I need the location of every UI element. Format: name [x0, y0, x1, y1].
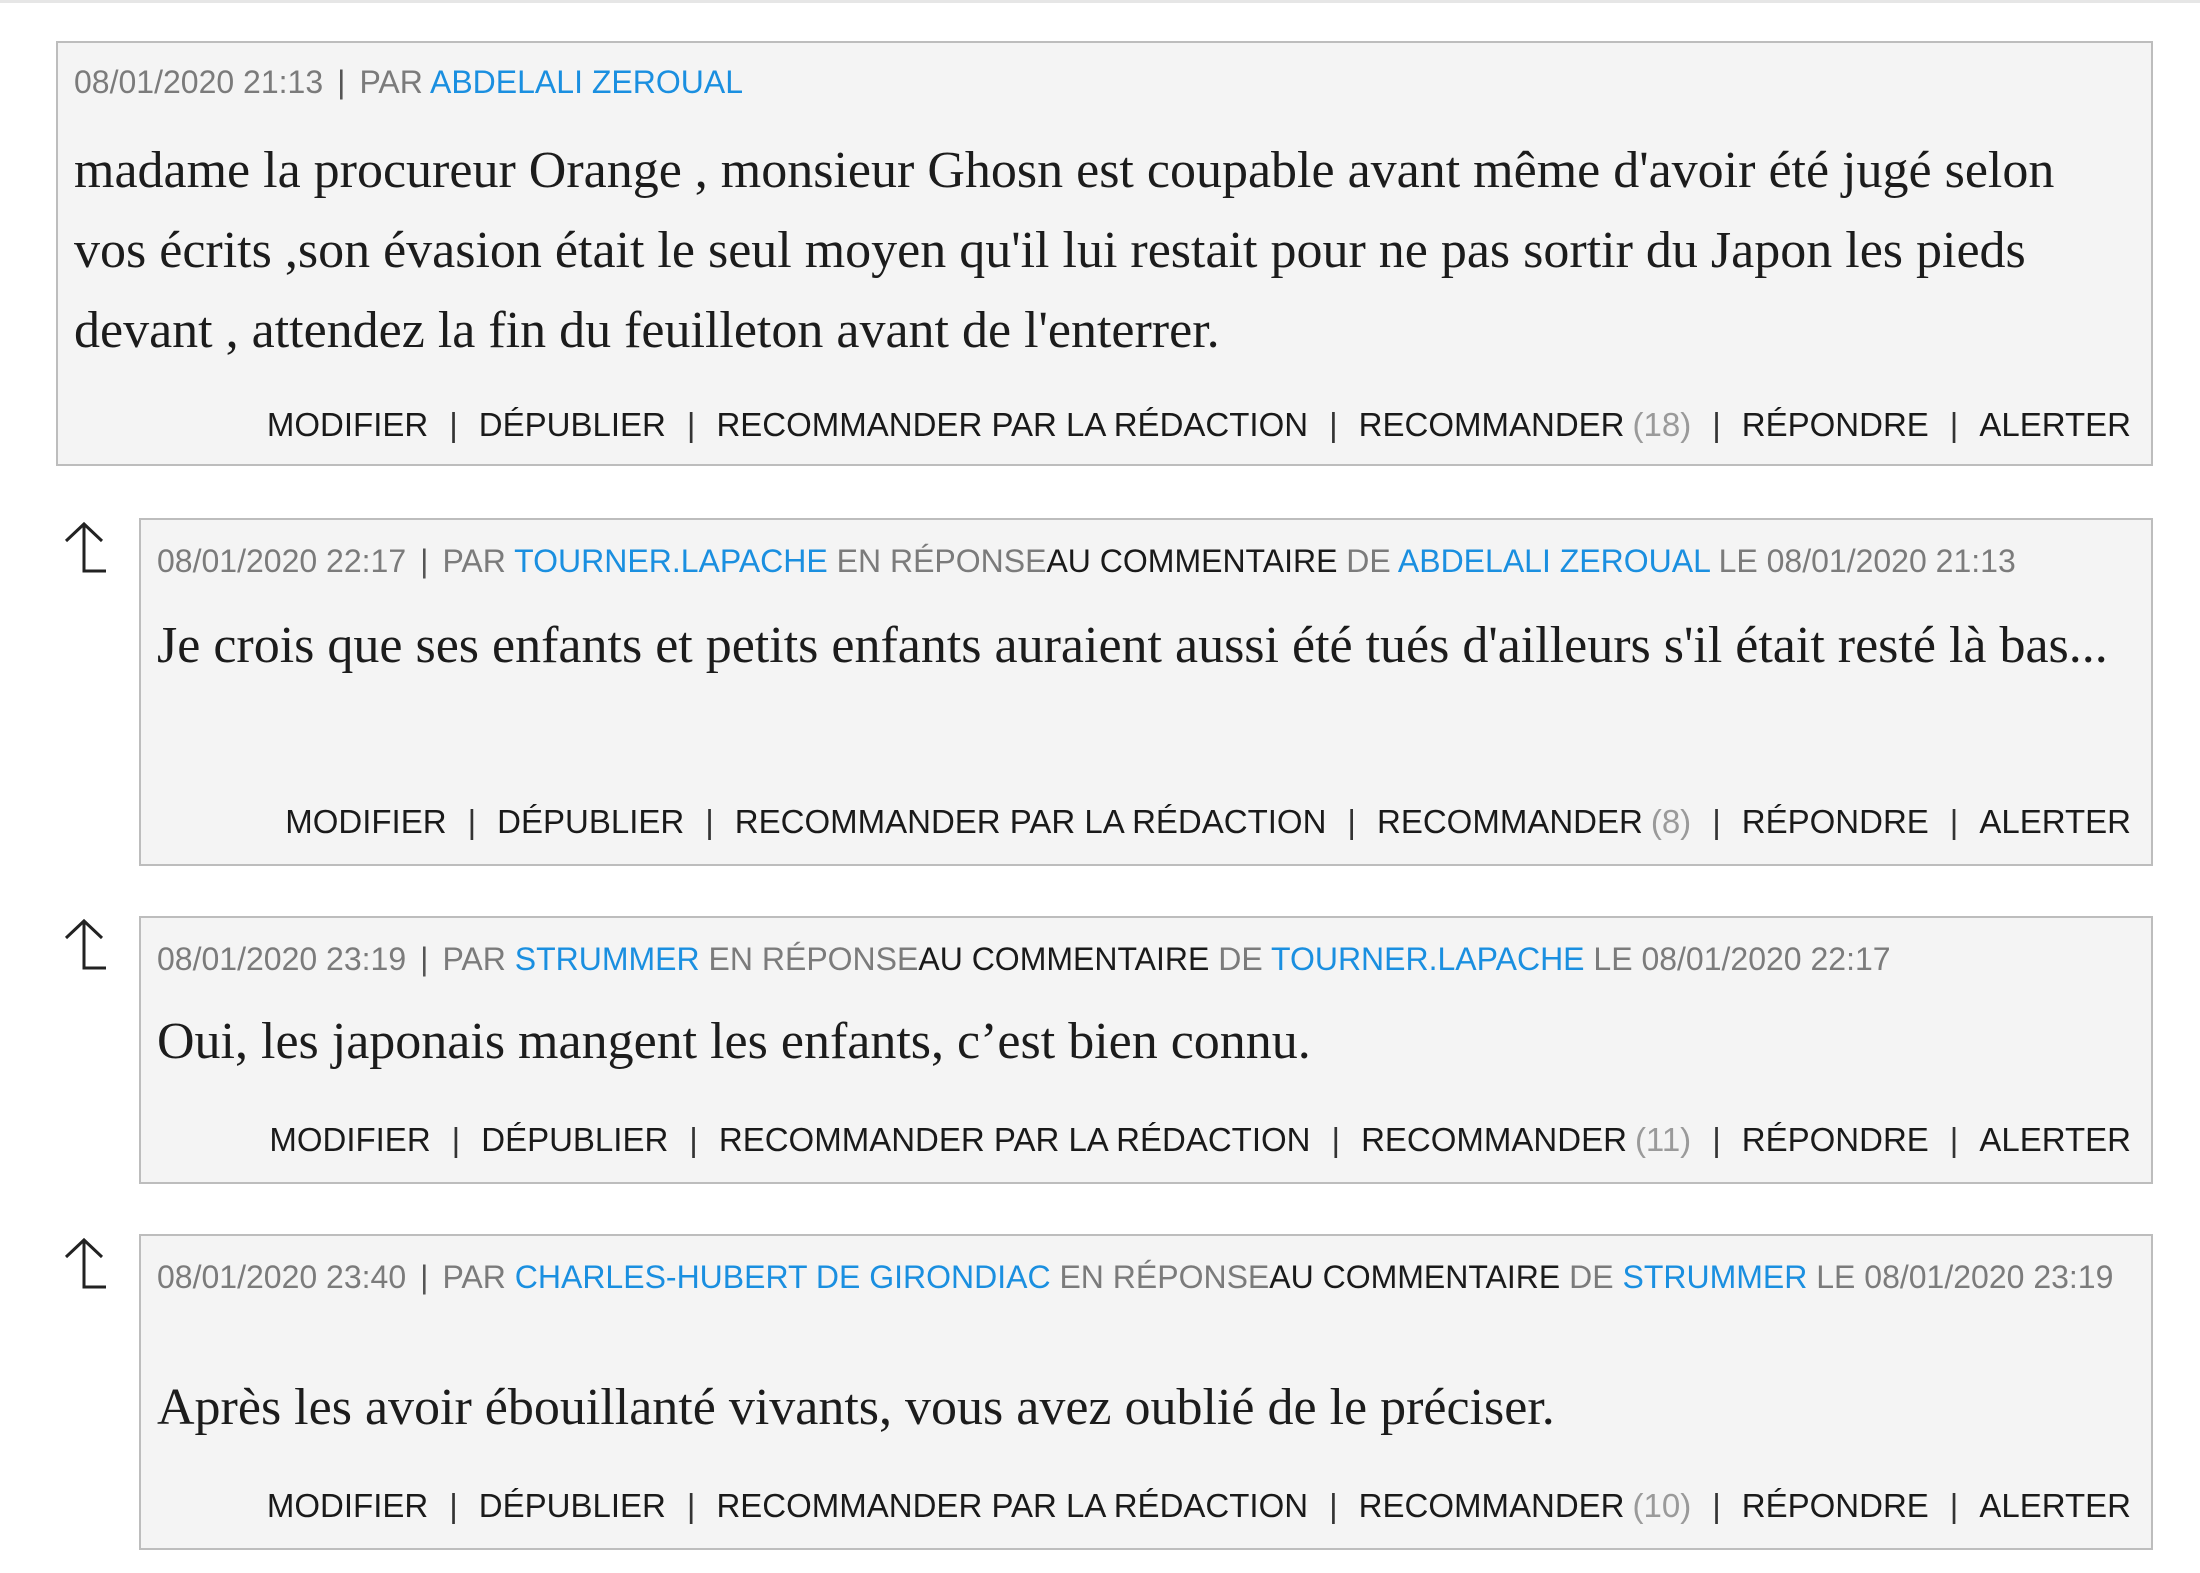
recommend-link[interactable]	[1359, 1484, 1692, 1528]
by-label: PAR	[359, 64, 423, 100]
comment-meta	[157, 936, 2135, 982]
comment-card	[56, 41, 2153, 466]
by-label: PAR	[442, 543, 506, 579]
action-separator: |	[1712, 406, 1721, 443]
action-separator: |	[467, 803, 477, 840]
top-divider	[0, 0, 2200, 3]
modify-link[interactable]: MODIFIER	[269, 1121, 431, 1158]
comment-meta	[157, 1254, 2135, 1300]
of-label: DE	[1218, 941, 1263, 977]
alert-link[interactable]: ALERTER	[1979, 406, 2131, 443]
reply-link[interactable]: RÉPONDRE	[1741, 803, 1929, 840]
meta-separator: |	[420, 543, 429, 579]
action-separator: |	[1329, 406, 1338, 443]
comment-date: 08/01/2020 23:19	[157, 941, 407, 977]
action-separator: |	[451, 1121, 461, 1158]
comment-actions	[269, 1118, 2131, 1162]
comment-actions	[267, 403, 2131, 447]
action-separator: |	[1949, 1487, 1959, 1524]
on-label: LE	[1816, 1259, 1856, 1295]
by-label: PAR	[442, 1259, 506, 1295]
comment-text: Après les avoir ébouillanté vivants, vous avez oublié de le préciser.	[157, 1379, 1555, 1436]
recommend-count: (18)	[1632, 406, 1692, 443]
modify-link[interactable]: MODIFIER	[266, 406, 429, 443]
action-separator: |	[1712, 803, 1721, 840]
editorial-recommend-link[interactable]: RECOMMANDER PAR LA RÉDACTION	[734, 803, 1327, 840]
parent-author-link[interactable]: ABDELALI ZEROUAL	[1397, 543, 1710, 579]
reply-to-link[interactable]: AU COMMENTAIRE	[1269, 1259, 1561, 1295]
reply-to-link[interactable]: AU COMMENTAIRE	[918, 941, 1210, 977]
meta-separator: |	[337, 64, 346, 100]
action-separator: |	[689, 1121, 698, 1158]
parent-date: 08/01/2020 22:17	[1641, 941, 1891, 977]
of-label: DE	[1569, 1259, 1614, 1295]
reply-arrow-icon	[62, 521, 106, 577]
action-separator: |	[1949, 406, 1959, 443]
by-label: PAR	[442, 941, 506, 977]
recommend-link[interactable]	[1361, 1118, 1691, 1162]
parent-author-link[interactable]: STRUMMER	[1622, 1259, 1808, 1295]
action-separator: |	[1331, 1121, 1341, 1158]
reply-arrow-icon	[62, 1237, 106, 1293]
recommend-link[interactable]	[1377, 800, 1691, 844]
meta-separator: |	[420, 1259, 429, 1295]
action-separator: |	[686, 406, 696, 443]
reply-arrow-icon	[62, 918, 106, 974]
editorial-recommend-link[interactable]: RECOMMANDER PAR LA RÉDACTION	[716, 406, 1309, 443]
recommend-link[interactable]	[1359, 403, 1692, 447]
action-separator: |	[1347, 803, 1356, 840]
action-separator: |	[449, 1487, 458, 1524]
author-link[interactable]: STRUMMER	[514, 941, 700, 977]
recommend-label: RECOMMANDER	[1361, 1121, 1627, 1158]
comment-date: 08/01/2020 21:13	[74, 64, 324, 100]
comment-meta	[157, 538, 2135, 584]
unpublish-link[interactable]: DÉPUBLIER	[497, 803, 685, 840]
recommend-count: (10)	[1632, 1487, 1692, 1524]
alert-link[interactable]: ALERTER	[1979, 803, 2131, 840]
reply-label: EN RÉPONSE	[708, 941, 919, 977]
parent-date: 08/01/2020 23:19	[1864, 1259, 2114, 1295]
modify-link[interactable]: MODIFIER	[285, 803, 447, 840]
on-label: LE	[1593, 941, 1633, 977]
action-separator: |	[1949, 803, 1959, 840]
comment-card	[139, 518, 2153, 866]
comment-date: 08/01/2020 23:40	[157, 1259, 407, 1295]
alert-link[interactable]: ALERTER	[1979, 1121, 2131, 1158]
meta-separator: |	[420, 941, 429, 977]
alert-link[interactable]: ALERTER	[1979, 1487, 2131, 1524]
unpublish-link[interactable]: DÉPUBLIER	[478, 406, 666, 443]
action-separator: |	[1329, 1487, 1338, 1524]
comment-card	[139, 916, 2153, 1184]
author-link[interactable]: CHARLES-HUBERT DE GIRONDIAC	[514, 1259, 1051, 1295]
parent-date: 08/01/2020 21:13	[1766, 543, 2016, 579]
recommend-label: RECOMMANDER	[1377, 803, 1643, 840]
comment-text: madame la procureur Orange , monsieur Ghosn est coupable avant même d'avoir été jugé selon vos écrits ,son évasion était le seul moyen qu'il lui restait pour ne pas sortir du Japon les pieds devant , attendez la fin du feuilleton avant de l'enterrer.	[74, 142, 2055, 359]
comment-text: Je crois que ses enfants et petits enfants auraient aussi été tués d'ailleurs s'il était resté là bas...	[157, 617, 2108, 674]
reply-label: EN RÉPONSE	[1059, 1259, 1270, 1295]
action-separator: |	[1712, 1121, 1721, 1158]
of-label: DE	[1346, 543, 1391, 579]
reply-link[interactable]: RÉPONDRE	[1741, 406, 1929, 443]
reply-link[interactable]: RÉPONDRE	[1741, 1121, 1929, 1158]
action-separator: |	[686, 1487, 696, 1524]
author-link[interactable]: TOURNER.LAPACHE	[514, 543, 828, 579]
on-label: LE	[1718, 543, 1758, 579]
parent-author-link[interactable]: TOURNER.LAPACHE	[1270, 941, 1585, 977]
action-separator: |	[449, 406, 458, 443]
action-separator: |	[1712, 1487, 1721, 1524]
unpublish-link[interactable]: DÉPUBLIER	[481, 1121, 669, 1158]
comment-date: 08/01/2020 22:17	[157, 543, 407, 579]
comment-text: Oui, les japonais mangent les enfants, c’est bien connu.	[157, 1013, 1311, 1070]
reply-link[interactable]: RÉPONDRE	[1741, 1487, 1929, 1524]
comment-actions	[267, 1484, 2131, 1528]
recommend-count: (8)	[1650, 803, 1692, 840]
comment-meta	[74, 59, 2135, 105]
recommend-label: RECOMMANDER	[1358, 1487, 1625, 1524]
action-separator: |	[1949, 1121, 1959, 1158]
reply-to-link[interactable]: AU COMMENTAIRE	[1046, 543, 1338, 579]
author-link[interactable]: ABDELALI ZEROUAL	[429, 64, 743, 100]
recommend-label: RECOMMANDER	[1358, 406, 1625, 443]
action-separator: |	[705, 803, 714, 840]
unpublish-link[interactable]: DÉPUBLIER	[478, 1487, 666, 1524]
editorial-recommend-link[interactable]: RECOMMANDER PAR LA RÉDACTION	[718, 1121, 1311, 1158]
comment-card	[139, 1234, 2153, 1550]
editorial-recommend-link[interactable]: RECOMMANDER PAR LA RÉDACTION	[716, 1487, 1309, 1524]
modify-link[interactable]: MODIFIER	[266, 1487, 429, 1524]
recommend-count: (11)	[1634, 1121, 1692, 1158]
reply-label: EN RÉPONSE	[836, 543, 1047, 579]
comment-actions	[285, 800, 2131, 844]
